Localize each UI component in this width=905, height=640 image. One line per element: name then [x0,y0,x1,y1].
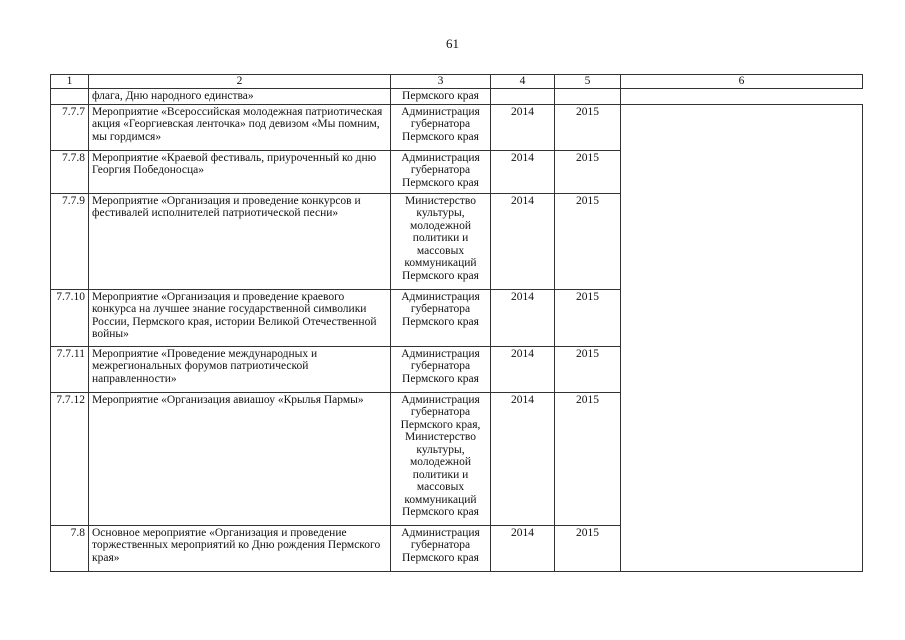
row-start-year: 2014 [491,346,555,392]
column-header: 2 [89,75,391,89]
row-end-year: 2015 [555,193,621,289]
row-end-year [555,89,621,105]
row-executor: Администрация губернатора Пермского края [391,525,491,571]
row-start-year: 2014 [491,289,555,346]
row-start-year [491,89,555,105]
row-description: Мероприятие «Всероссийская молодежная патриотическая акция «Георгиевская ленточка» под девизом «Мы помним, мы гордимся» [89,104,391,150]
row-end-year: 2015 [555,525,621,571]
row-number [51,89,89,105]
row-end-year: 2015 [555,289,621,346]
column-header: 5 [555,75,621,89]
row-start-year: 2014 [491,193,555,289]
row-number: 7.7.7 [51,104,89,150]
row-description: Мероприятие «Организация и проведение краевого конкурса на лучшее знание государственной символики России, Пермского края, истории Великой Отечественной войны» [89,289,391,346]
row-start-year: 2014 [491,150,555,193]
row-description: флага, Дню народного единства» [89,89,391,105]
row-executor: Администрация губернатора Пермского края, Министерство культуры, молодежной политики и массовых коммуникаций Пермского края [391,392,491,525]
row-executor: Администрация губернатора Пермского края [391,150,491,193]
column-header: 1 [51,75,89,89]
row-executor: Администрация губернатора Пермского края [391,289,491,346]
plan-table [50,74,863,572]
row-executor: Пермского края [391,89,491,105]
row-end-year: 2015 [555,346,621,392]
row-number: 7.7.9 [51,193,89,289]
row-number: 7.7.11 [51,346,89,392]
row-executor: Администрация губернатора Пермского края [391,346,491,392]
row-number: 7.8 [51,525,89,571]
table-row-continuation [51,89,863,105]
row-number: 7.7.10 [51,289,89,346]
row-description: Мероприятие «Организация и проведение конкурсов и фестивалей исполнителей патриотической песни» [89,193,391,289]
row-description: Мероприятие «Краевой фестиваль, приуроченный ко дню Георгия Победоносца» [89,150,391,193]
row-end-year: 2015 [555,150,621,193]
row-number: 7.7.12 [51,392,89,525]
row-start-year: 2014 [491,104,555,150]
row-description: Мероприятие «Проведение международных и межрегиональных форумов патриотической направленности» [89,346,391,392]
row-executor: Администрация губернатора Пермского края [391,104,491,150]
column-header: 3 [391,75,491,89]
column-6-cell [621,104,863,571]
row-start-year: 2014 [491,525,555,571]
column-header: 6 [621,75,863,89]
row-executor: Министерство культуры, молодежной политики и массовых коммуникаций Пермского края [391,193,491,289]
table-row [51,104,863,150]
column-header: 4 [491,75,555,89]
row-end-year: 2015 [555,392,621,525]
row-number: 7.7.8 [51,150,89,193]
page-number: 61 [446,36,459,51]
row-end-year: 2015 [555,104,621,150]
table-header-row [51,75,863,89]
row-start-year: 2014 [491,392,555,525]
row-description: Мероприятие «Организация авиашоу «Крылья Пармы» [89,392,391,525]
row-description: Основное мероприятие «Организация и проведение торжественных мероприятий ко Дню рождения Пермского края» [89,525,391,571]
